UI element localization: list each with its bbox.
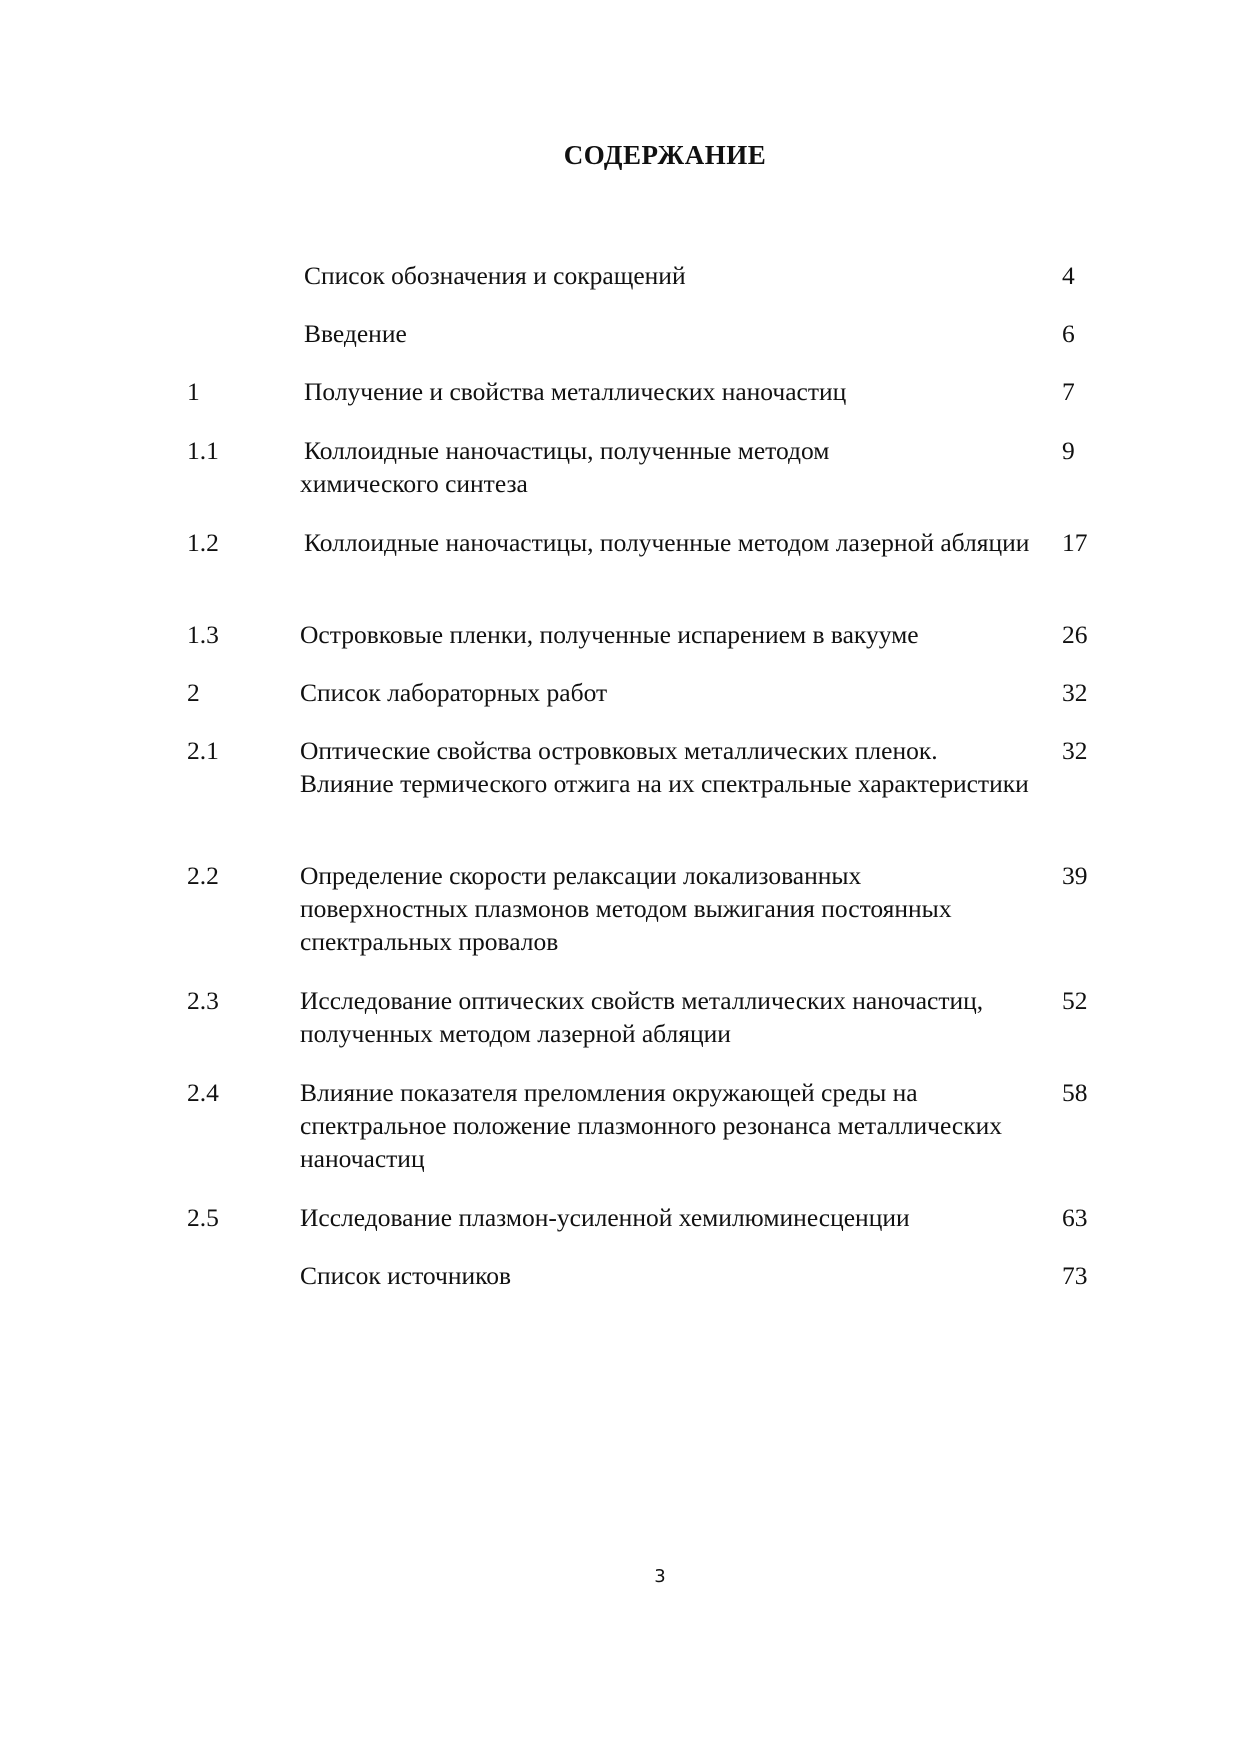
- toc-entry-title: Список обозначения и сокращений: [304, 261, 686, 290]
- toc-entry-number: 2.1: [187, 736, 219, 765]
- toc-entry-page: 26: [1062, 620, 1088, 649]
- toc-entry-title: Получение и свойства металлических наночастиц: [304, 377, 847, 406]
- toc-entry-title: Определение скорости релаксации локализованных поверхностных плазмонов методом выжигания постоянных спектральных провалов: [300, 861, 952, 956]
- toc-entry-title: Исследование плазмон-усиленной хемилюминесценции: [300, 1203, 910, 1232]
- toc-entry-number: 2.3: [187, 986, 219, 1015]
- toc-entry-title: Список лабораторных работ: [300, 678, 608, 707]
- toc-entry-page: 32: [1062, 678, 1088, 707]
- toc-entry-title: Коллоидные наночастицы, полученные методом химического синтеза: [300, 436, 830, 498]
- toc-entry-title: Введение: [304, 319, 407, 348]
- page-number: 3: [654, 1566, 666, 1587]
- toc-entry-title: Оптические свойства островковых металлических пленок. Влияние термического отжига на их спектральные характеристики: [300, 736, 1029, 798]
- toc-entry-number: 1.2: [187, 528, 219, 557]
- toc-entry-page: 39: [1062, 861, 1088, 890]
- toc-entry-title: Список источников: [300, 1261, 511, 1290]
- toc-entry-page: 6: [1062, 319, 1075, 348]
- toc-entry-page: 7: [1062, 377, 1075, 406]
- toc-entry-page: 73: [1062, 1261, 1088, 1290]
- toc-entry-title: Влияние показателя преломления окружающей среды на спектральное положение плазмонного резонанса металлических наночастиц: [300, 1078, 1003, 1173]
- toc-entry-number: 2.4: [187, 1078, 219, 1107]
- toc-entry-number: 2.2: [187, 861, 219, 890]
- toc-entry-number: 1.1: [187, 436, 219, 465]
- toc-entry-number: 1: [187, 377, 200, 406]
- toc-entry-title: Коллоидные наночастицы, полученные методом лазерной абляции: [304, 528, 1030, 557]
- toc-entry-page: 4: [1062, 261, 1075, 290]
- toc-entry-page: 58: [1062, 1078, 1088, 1107]
- toc-entry-page: 52: [1062, 986, 1088, 1015]
- toc-entry-page: 9: [1062, 436, 1075, 465]
- toc-entry-title: Исследование оптических свойств металлических наночастиц, полученных методом лазерной абляции: [300, 986, 984, 1048]
- toc-entry-page: 17: [1062, 528, 1088, 557]
- toc-entry-page: 63: [1062, 1203, 1088, 1232]
- page-title: СОДЕРЖАНИЕ: [563, 140, 767, 170]
- toc-entry-page: 32: [1062, 736, 1088, 765]
- toc-entry-number: 2.5: [187, 1203, 219, 1232]
- toc-entry-title: Островковые пленки, полученные испарением в вакууме: [300, 620, 919, 649]
- toc-entry-number: 2: [187, 678, 200, 707]
- toc-entry-number: 1.3: [187, 620, 219, 649]
